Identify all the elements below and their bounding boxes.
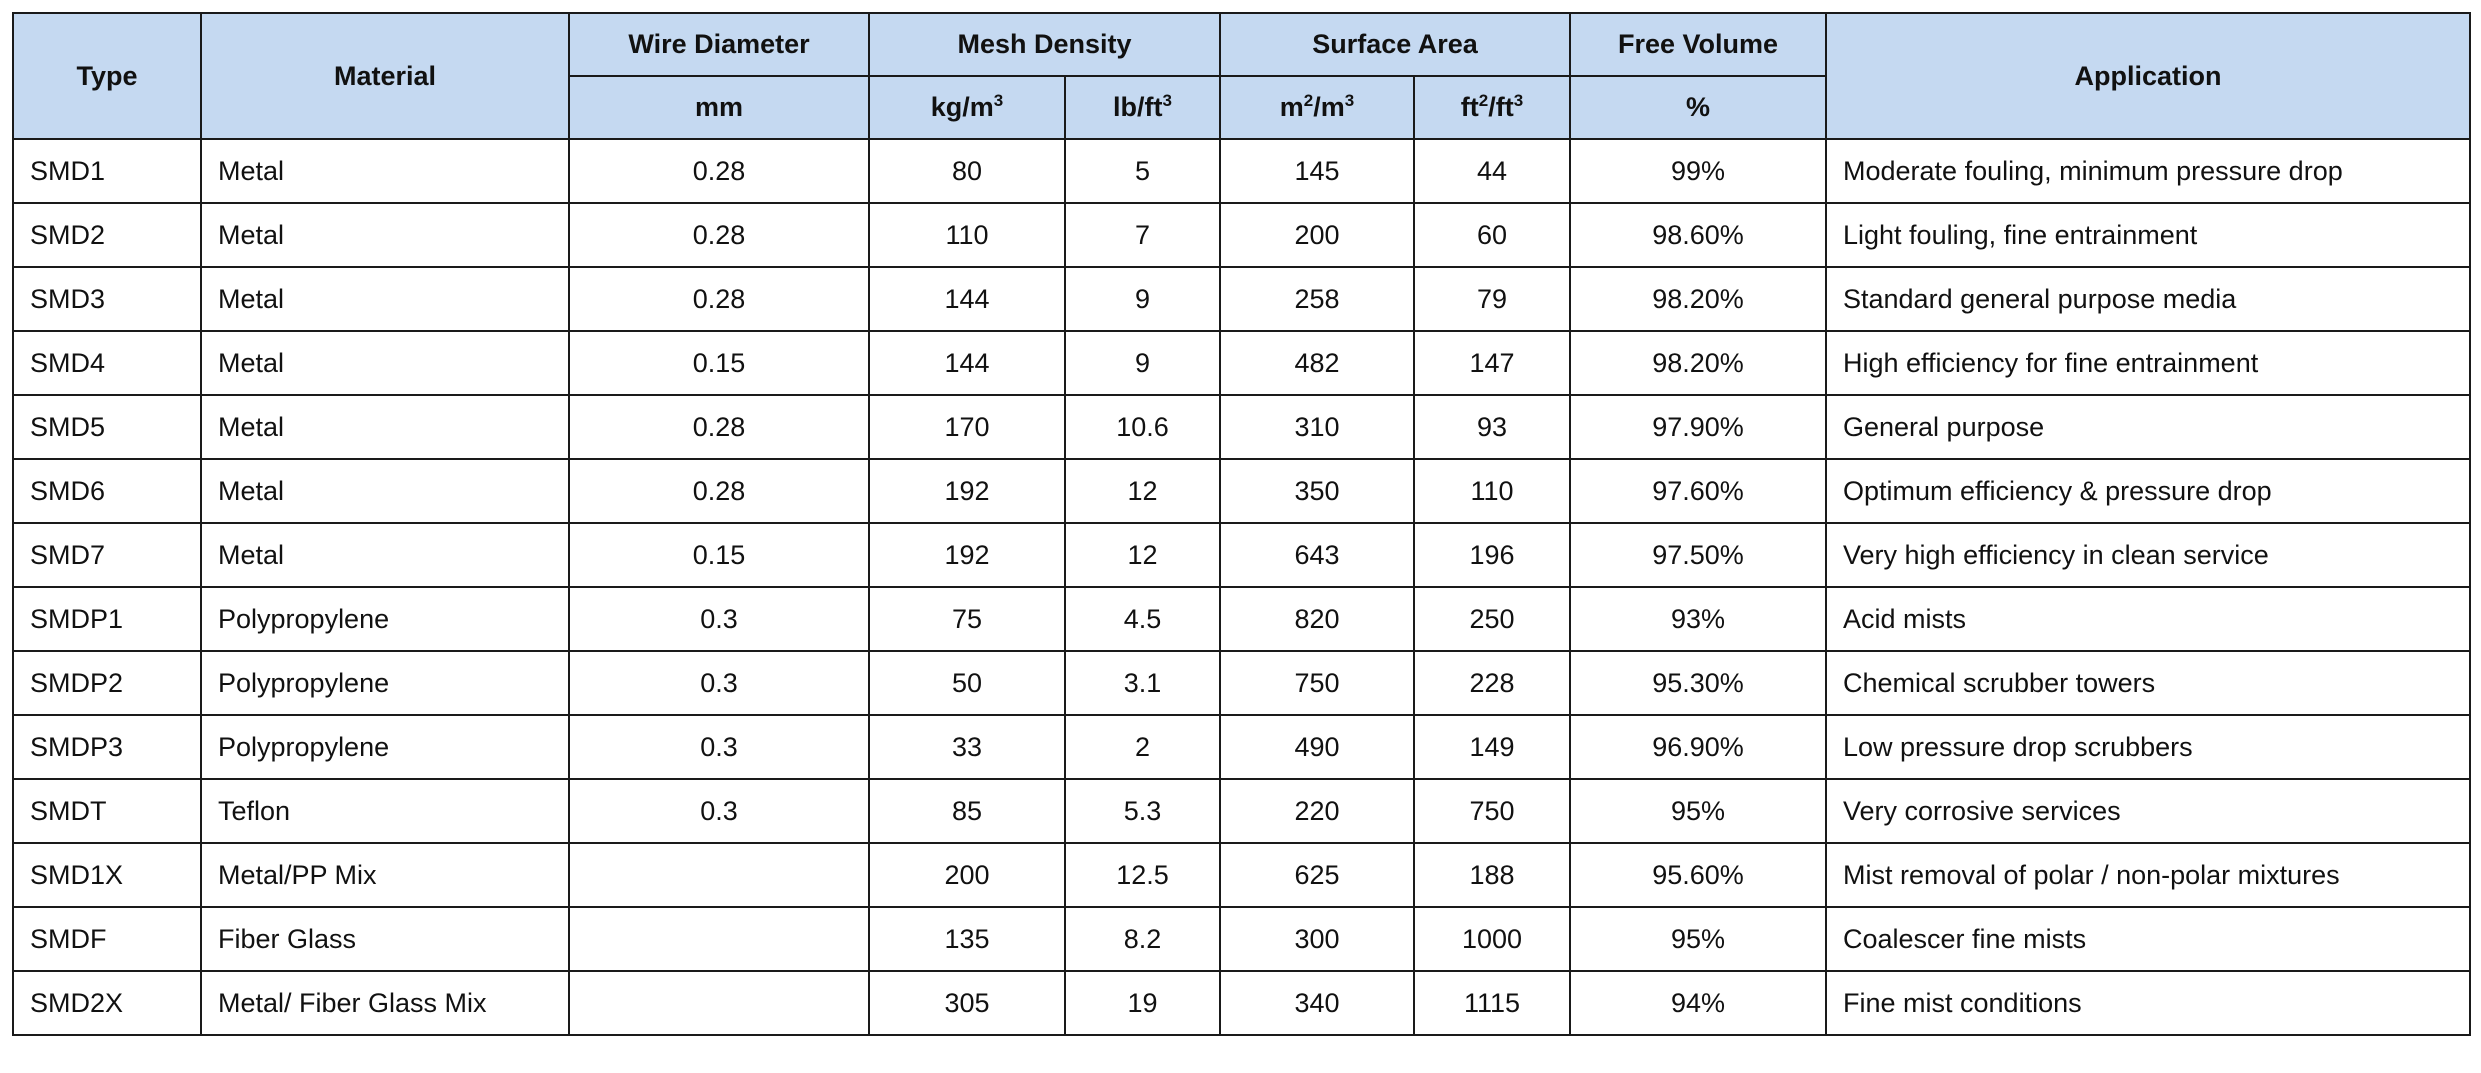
- cell-material: Polypropylene: [201, 651, 569, 715]
- cell-wire-diameter: 0.28: [569, 459, 869, 523]
- cell-type: SMD5: [13, 395, 201, 459]
- table-row: [13, 779, 2470, 843]
- cell-surface-m2-m3: 350: [1220, 459, 1414, 523]
- cell-density-kg-m3: 33: [869, 715, 1065, 779]
- cell-density-lb-ft3: 3.1: [1065, 651, 1220, 715]
- cell-type: SMDP2: [13, 651, 201, 715]
- cell-material: Metal: [201, 267, 569, 331]
- cell-application: Fine mist conditions: [1826, 971, 2470, 1035]
- table-row: [13, 651, 2470, 715]
- cell-surface-m2-m3: 750: [1220, 651, 1414, 715]
- header-mesh-density: Mesh Density: [869, 13, 1220, 76]
- table-row: [13, 267, 2470, 331]
- header-type: Type: [13, 13, 201, 139]
- unit-ft2-per-ft3: $ft^2/ft^3$: [1414, 76, 1570, 139]
- cell-surface-m2-m3: 625: [1220, 843, 1414, 907]
- cell-application: Optimum efficiency & pressure drop: [1826, 459, 2470, 523]
- cell-material: Metal: [201, 523, 569, 587]
- spec-table-container: [12, 12, 2469, 1036]
- cell-wire-diameter: 0.3: [569, 587, 869, 651]
- cell-surface-ft2-ft3: 188: [1414, 843, 1570, 907]
- cell-density-lb-ft3: 2: [1065, 715, 1220, 779]
- cell-density-lb-ft3: 8.2: [1065, 907, 1220, 971]
- cell-surface-ft2-ft3: 250: [1414, 587, 1570, 651]
- cell-surface-m2-m3: 220: [1220, 779, 1414, 843]
- cell-type: SMD2: [13, 203, 201, 267]
- cell-wire-diameter: 0.15: [569, 331, 869, 395]
- cell-surface-m2-m3: 200: [1220, 203, 1414, 267]
- cell-surface-ft2-ft3: 110: [1414, 459, 1570, 523]
- cell-density-lb-ft3: 9: [1065, 331, 1220, 395]
- cell-application: Low pressure drop scrubbers: [1826, 715, 2470, 779]
- cell-free-volume: 97.90%: [1570, 395, 1826, 459]
- cell-type: SMD6: [13, 459, 201, 523]
- cell-surface-ft2-ft3: 93: [1414, 395, 1570, 459]
- cell-application: Chemical scrubber towers: [1826, 651, 2470, 715]
- cell-density-lb-ft3: 5: [1065, 139, 1220, 203]
- cell-density-lb-ft3: 10.6: [1065, 395, 1220, 459]
- table-row: [13, 139, 2470, 203]
- unit-wire-mm: mm: [569, 76, 869, 139]
- cell-free-volume: 95%: [1570, 907, 1826, 971]
- cell-surface-ft2-ft3: 750: [1414, 779, 1570, 843]
- cell-application: Mist removal of polar / non-polar mixtures: [1826, 843, 2470, 907]
- cell-material: Fiber Glass: [201, 907, 569, 971]
- cell-density-lb-ft3: 12: [1065, 523, 1220, 587]
- cell-type: SMD7: [13, 523, 201, 587]
- cell-wire-diameter: 0.3: [569, 651, 869, 715]
- cell-density-lb-ft3: 7: [1065, 203, 1220, 267]
- cell-surface-m2-m3: 300: [1220, 907, 1414, 971]
- cell-wire-diameter: [569, 907, 869, 971]
- header-application: Application: [1826, 13, 2470, 139]
- cell-material: Polypropylene: [201, 587, 569, 651]
- cell-type: SMD2X: [13, 971, 201, 1035]
- table-row: [13, 907, 2470, 971]
- cell-type: SMD1: [13, 139, 201, 203]
- cell-application: Moderate fouling, minimum pressure drop: [1826, 139, 2470, 203]
- cell-density-lb-ft3: 4.5: [1065, 587, 1220, 651]
- unit-free-percent: %: [1570, 76, 1826, 139]
- cell-application: Light fouling, fine entrainment: [1826, 203, 2470, 267]
- cell-type: SMDP3: [13, 715, 201, 779]
- cell-free-volume: 96.90%: [1570, 715, 1826, 779]
- cell-type: SMDF: [13, 907, 201, 971]
- table-row: [13, 587, 2470, 651]
- header-surface-area: Surface Area: [1220, 13, 1570, 76]
- cell-surface-m2-m3: 643: [1220, 523, 1414, 587]
- cell-surface-ft2-ft3: 147: [1414, 331, 1570, 395]
- cell-density-kg-m3: 144: [869, 331, 1065, 395]
- mesh-pad-spec-table: [12, 12, 2471, 1036]
- table-body: [13, 139, 2470, 1035]
- cell-material: Metal: [201, 331, 569, 395]
- cell-surface-m2-m3: 145: [1220, 139, 1414, 203]
- cell-free-volume: 98.20%: [1570, 267, 1826, 331]
- cell-application: Very high efficiency in clean service: [1826, 523, 2470, 587]
- cell-type: SMD3: [13, 267, 201, 331]
- table-header: [13, 13, 2470, 139]
- cell-surface-ft2-ft3: 60: [1414, 203, 1570, 267]
- cell-application: General purpose: [1826, 395, 2470, 459]
- cell-wire-diameter: [569, 843, 869, 907]
- cell-material: Metal: [201, 139, 569, 203]
- cell-surface-m2-m3: 310: [1220, 395, 1414, 459]
- unit-kg-per-m3: $kg/m^3$: [869, 76, 1065, 139]
- cell-wire-diameter: 0.3: [569, 779, 869, 843]
- cell-free-volume: 95.60%: [1570, 843, 1826, 907]
- cell-wire-diameter: 0.28: [569, 267, 869, 331]
- cell-density-kg-m3: 192: [869, 523, 1065, 587]
- cell-free-volume: 97.50%: [1570, 523, 1826, 587]
- cell-application: Very corrosive services: [1826, 779, 2470, 843]
- header-free-volume: Free Volume: [1570, 13, 1826, 76]
- cell-wire-diameter: 0.28: [569, 139, 869, 203]
- cell-wire-diameter: 0.28: [569, 395, 869, 459]
- cell-material: Metal: [201, 203, 569, 267]
- cell-application: Standard general purpose media: [1826, 267, 2470, 331]
- cell-surface-ft2-ft3: 149: [1414, 715, 1570, 779]
- cell-density-lb-ft3: 19: [1065, 971, 1220, 1035]
- cell-application: Coalescer fine mists: [1826, 907, 2470, 971]
- cell-density-kg-m3: 170: [869, 395, 1065, 459]
- cell-type: SMDP1: [13, 587, 201, 651]
- cell-material: Metal/ Fiber Glass Mix: [201, 971, 569, 1035]
- cell-density-lb-ft3: 5.3: [1065, 779, 1220, 843]
- cell-density-kg-m3: 110: [869, 203, 1065, 267]
- cell-free-volume: 93%: [1570, 587, 1826, 651]
- header-material: Material: [201, 13, 569, 139]
- cell-density-lb-ft3: 12.5: [1065, 843, 1220, 907]
- cell-free-volume: 95.30%: [1570, 651, 1826, 715]
- cell-type: SMDT: [13, 779, 201, 843]
- table-row: [13, 843, 2470, 907]
- cell-surface-ft2-ft3: 196: [1414, 523, 1570, 587]
- cell-surface-m2-m3: 820: [1220, 587, 1414, 651]
- cell-density-kg-m3: 135: [869, 907, 1065, 971]
- cell-free-volume: 98.20%: [1570, 331, 1826, 395]
- cell-wire-diameter: 0.3: [569, 715, 869, 779]
- table-row: [13, 203, 2470, 267]
- cell-free-volume: 99%: [1570, 139, 1826, 203]
- cell-material: Metal: [201, 459, 569, 523]
- cell-surface-m2-m3: 340: [1220, 971, 1414, 1035]
- table-row: [13, 715, 2470, 779]
- table-row: [13, 523, 2470, 587]
- cell-density-kg-m3: 50: [869, 651, 1065, 715]
- cell-material: Teflon: [201, 779, 569, 843]
- table-row: [13, 459, 2470, 523]
- unit-m2-per-m3: $m^2/m^3$: [1220, 76, 1414, 139]
- cell-wire-diameter: [569, 971, 869, 1035]
- cell-surface-m2-m3: 258: [1220, 267, 1414, 331]
- cell-surface-ft2-ft3: 228: [1414, 651, 1570, 715]
- cell-material: Metal: [201, 395, 569, 459]
- header-wire-diameter: Wire Diameter: [569, 13, 869, 76]
- cell-application: Acid mists: [1826, 587, 2470, 651]
- cell-free-volume: 95%: [1570, 779, 1826, 843]
- cell-density-kg-m3: 75: [869, 587, 1065, 651]
- cell-free-volume: 94%: [1570, 971, 1826, 1035]
- cell-free-volume: 98.60%: [1570, 203, 1826, 267]
- table-row: [13, 395, 2470, 459]
- cell-surface-ft2-ft3: 79: [1414, 267, 1570, 331]
- cell-density-kg-m3: 192: [869, 459, 1065, 523]
- cell-wire-diameter: 0.28: [569, 203, 869, 267]
- cell-density-kg-m3: 200: [869, 843, 1065, 907]
- cell-type: SMD1X: [13, 843, 201, 907]
- cell-density-lb-ft3: 9: [1065, 267, 1220, 331]
- cell-surface-ft2-ft3: 1115: [1414, 971, 1570, 1035]
- cell-surface-m2-m3: 490: [1220, 715, 1414, 779]
- cell-wire-diameter: 0.15: [569, 523, 869, 587]
- cell-surface-ft2-ft3: 44: [1414, 139, 1570, 203]
- cell-density-kg-m3: 144: [869, 267, 1065, 331]
- cell-surface-ft2-ft3: 1000: [1414, 907, 1570, 971]
- unit-lb-per-ft3: $lb/ft^3$: [1065, 76, 1220, 139]
- cell-density-kg-m3: 85: [869, 779, 1065, 843]
- cell-density-kg-m3: 80: [869, 139, 1065, 203]
- cell-density-kg-m3: 305: [869, 971, 1065, 1035]
- table-row: [13, 331, 2470, 395]
- cell-surface-m2-m3: 482: [1220, 331, 1414, 395]
- cell-material: Polypropylene: [201, 715, 569, 779]
- table-row: [13, 971, 2470, 1035]
- cell-material: Metal/PP Mix: [201, 843, 569, 907]
- cell-free-volume: 97.60%: [1570, 459, 1826, 523]
- cell-application: High efficiency for fine entrainment: [1826, 331, 2470, 395]
- cell-type: SMD4: [13, 331, 201, 395]
- cell-density-lb-ft3: 12: [1065, 459, 1220, 523]
